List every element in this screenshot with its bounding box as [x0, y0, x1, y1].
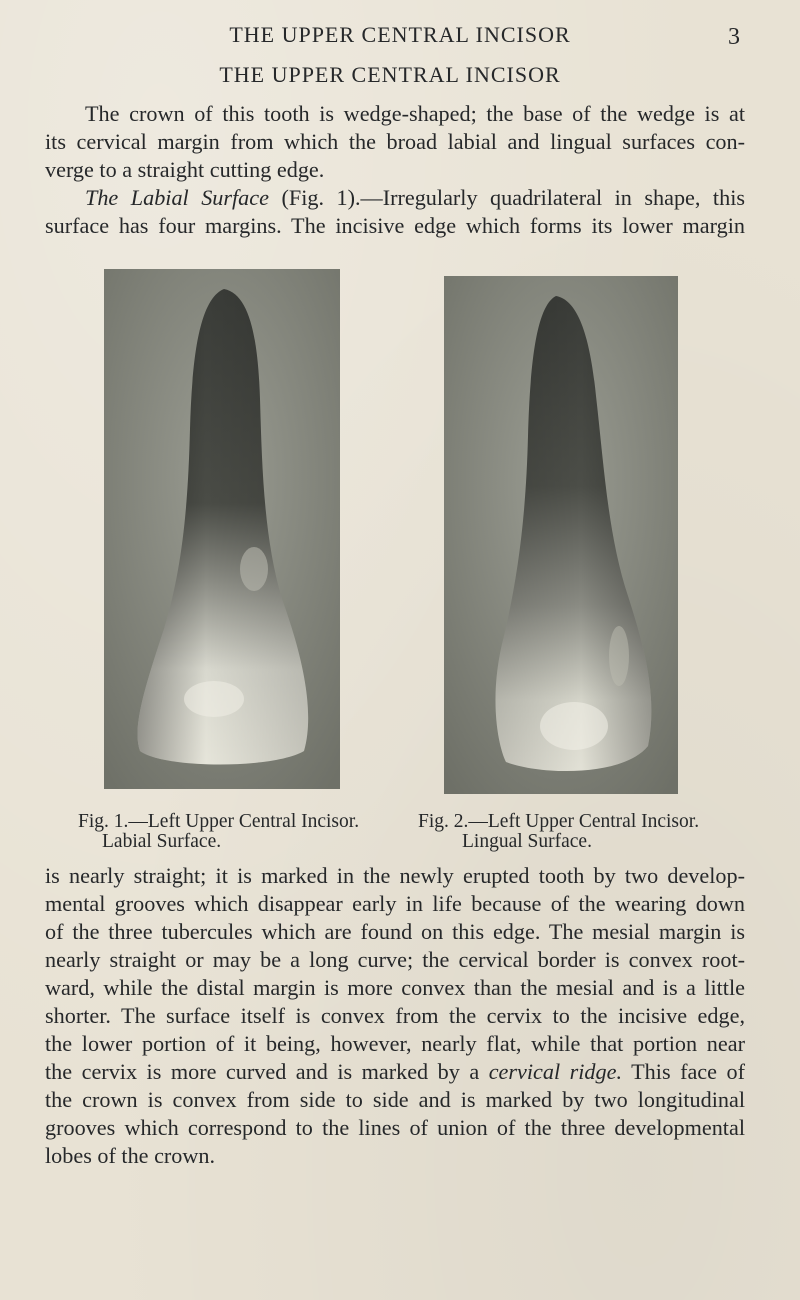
text-line: verge to a straight cutting edge.: [45, 157, 325, 182]
text-line: lobes of the crown.: [45, 1143, 216, 1168]
text-line: [45, 184, 745, 212]
figure-1-labial-photo: [104, 269, 340, 789]
text-line: mental grooves which disappear early in life because of the wearing down: [45, 891, 745, 916]
page-number: 3: [728, 24, 740, 50]
figure-1-label: Fig. 1.—Left Upper Central Incisor.: [78, 811, 360, 832]
text-line: [45, 1058, 745, 1086]
text-line: its cervical margin from which the broad labial and lingual surfaces con-: [45, 129, 745, 154]
text-line: of the three tubercules which are found on this edge. The mesial margin is: [45, 919, 745, 944]
labial-heading-rest: (Fig. 1).—Irregularly quadrilateral in shape, this: [268, 185, 745, 210]
cervical-ridge-term: cervical ridge.: [488, 1059, 623, 1084]
text-line: nearly straight or may be a long curve; the cervical border is convex root-: [45, 947, 745, 972]
section-title: THE UPPER CENTRAL INCISOR: [219, 62, 561, 87]
line-8-end: This face of: [622, 1059, 745, 1084]
tooth-lingual-image: [444, 276, 678, 794]
text-line: shorter. The surface itself is convex from the cervix to the incisive edge,: [45, 1003, 745, 1028]
figure-2-sublabel: Lingual Surface.: [462, 831, 592, 852]
figure-1-caption: [78, 812, 408, 852]
text-line: ward, while the distal margin is more convex than the mesial and is a little: [45, 975, 745, 1000]
text-line: The crown of this tooth is wedge-shaped; the base of the wedge is at: [85, 101, 745, 126]
text-line: the lower portion of it being, however, nearly flat, while that portion near: [45, 1031, 745, 1056]
line-8-start: the cervix is more curved and is marked by a: [45, 1059, 489, 1084]
running-head: THE UPPER CENTRAL INCISOR: [229, 22, 571, 47]
text-line: surface has four margins. The incisive edge which forms its lower margin: [45, 213, 745, 238]
text-line: is nearly straight; it is marked in the newly erupted tooth by two develop-: [45, 863, 745, 888]
figure-2-label: Fig. 2.—Left Upper Central Incisor.: [418, 811, 700, 832]
figure-1-sublabel: Labial Surface.: [102, 831, 222, 852]
tooth-labial-image: [104, 269, 340, 789]
body-paragraph: [45, 862, 745, 1170]
text-line: grooves which correspond to the lines of union of the three developmental: [45, 1115, 745, 1140]
text-line: the crown is convex from side to side and is marked by two longitudinal: [45, 1087, 745, 1112]
labial-surface-heading: The Labial Surface: [85, 185, 269, 210]
intro-paragraph: [45, 100, 745, 240]
figure-2-caption: [418, 812, 748, 852]
figure-2-lingual-photo: [444, 276, 678, 794]
